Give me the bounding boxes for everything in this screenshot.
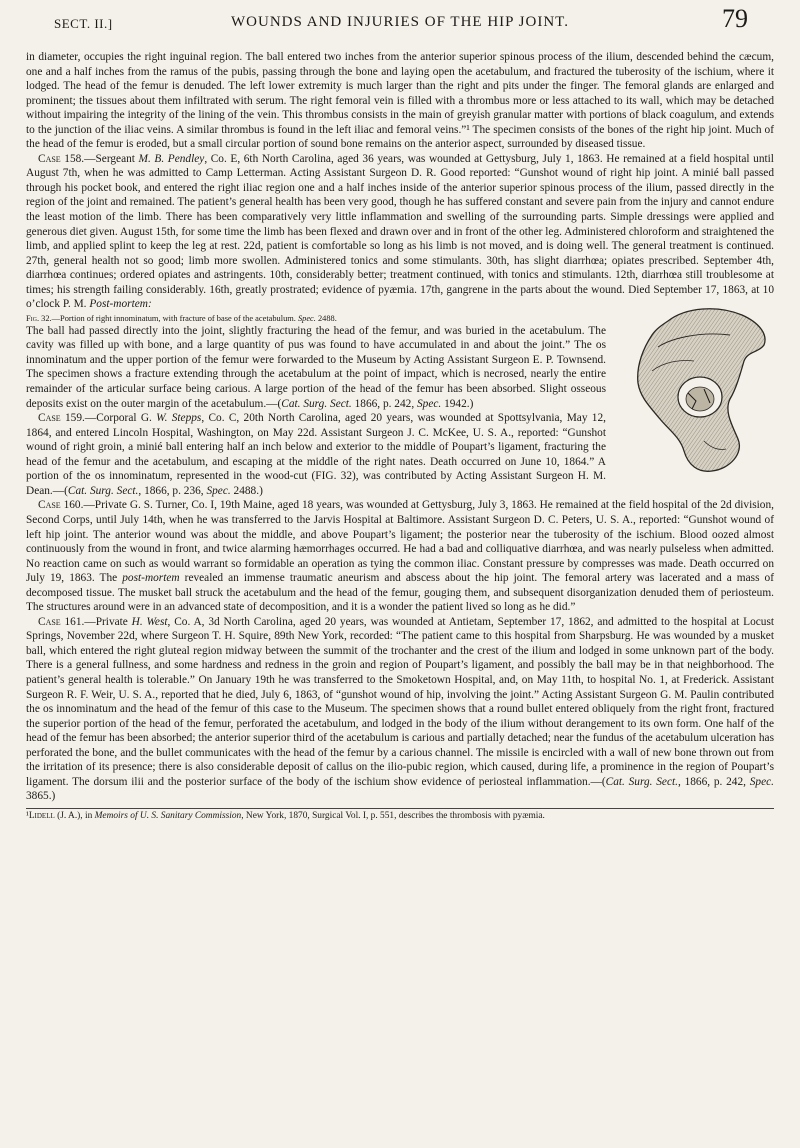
case-text: , 1866, p. 236, [138,484,207,497]
footnote-work-title: Memoirs of U. S. Sanitary Commission [94,810,242,821]
specimen-label: Spec. [749,775,774,788]
case-text: , Co. A, 3d North Carolina, aged 20 years, was wounded at Antietam, September 17, 1862, and admitted to the hospital at Locust Springs, November 22d, where Surgeon T. H. Squire, 89th New York, recorded: “The patient came to this hospital from Sharpsburg. He was wounded by a musket ball, which entered the right gluteal region midway between the summit of the trochanter and the crest of the ilium and lodged in some unknown part of the body. There is a general fullness, and some hardness and redness in the groin and region of Poupart’s ligament, and possibly the ball may be in that neighborhood. The patient’s general health is tolerable.” On January 19th he was transferred to the Smoketown Hospital, and, on May 11th, to hospital No. 1, at Frederick. Assistant Surgeon R. F. Weir, U. S. A., reported that he died, July 6, 1863, of “gunshot wound of hip, involving the joint.” Acting Assistant Surgeon G. M. Paulin contributed the os innominatum and the head of the femur of this case to the Museum. The specimen shows that a round bullet entered obliquely from the right front, fractured the superior portion of the head of the femur, perforated the acetabulum, and lodged in the body of the ilium without derangement to its own form. One half of the head of the femur has been absorbed; the anterior superior third of the acetabulum is carious and partially detached; near the fundus of the acetabulum ulceration has perforated the bone, and the bullet communicates with the head of the femur by a carious channel. The missile is encircled with a wall of new bone thrown out from the irritation of its presence; there is also considerable deposit of callus on the ilio-pubic region, which caused, during life, a prominence in the region of Poupart’s ligament. The dorsum ilii and the posterior surface of the body of the ischium show evidence of periosteal inflammation.—( [26,615,775,788]
case-text: 1866, p. 242, [351,397,417,410]
patient-name: M. B. Pendley [138,152,205,165]
case-text: , Co. E, 6th North Carolina, aged 36 years, was wounded at Gettysburg, July 1, 1863. He remained at a field hospital until August 7th, when he was admitted to Camp Letterman. Acting Assistant Surgeon D. R. Good reported: “Gunshot wound of right hip joint. A minié ball passed through his pocket book, and entered the right iliac region one and a half inches inside of the anterior superior spinous process of the ilium, passed directly in the region of the joint and remained. The patient’s general health has been very good, though he has suffered constant and severe pain from the injury and cannot endure the least motion of the limb. There has been comparatively very little inflammation and swelling of the surrounding parts. Simple dressings were applied and generous diet given. August 15th, for some time the limb has been flexed and drawn over and in front of the other leg. Administered chloroform and straightened the limb, and applied splint to keep the leg at rest. 22d, patient is comfortable so long as his limb is not moved, and is doing well. The general treatment is continued. 27th, general health not so good; limb more swollen. Administered tonics and some stimulants. 30th, has slight diarrhœa; opiates prescribed. September 4th, diarrhœa continues; ordered opiates and astringents. 10th, considerably better; treatment continued, with tonics and stimulants. 12th, diarrhœa still troublesome at times; his strength failing considerably. 16th, greatly prostrated; evidence of pyæmia. 17th, gangrene in the parts about the wound. Died September 17, 1863, at 10 o’clock P. M. [26,152,774,311]
catalogue-reference: Cat. Surg. Sect. [67,484,139,497]
footnote-text: , New York, 1870, Surgical Vol. I, p. 551, describes the thrombosis with pyæmia. [241,810,545,821]
case-text: 3865.) [26,790,56,803]
case-label: Case 159. [38,412,85,425]
specimen-label: Spec. [206,484,231,497]
catalogue-reference: Cat. Surg. Sect. [605,775,678,788]
case-text: The ball had passed directly into the joint, slightly fracturing the head of the femur, and was buried in the acetabulum. The cavity was filled up with bone, and a large quantity of pus was found to have accumulated in and about the joint.” The os innominatum and the upper portion of the femur were forwarded to the Museum by Acting Assistant Surgeon E. P. Townsend. The specimen shows a fracture extending through the acetabulum at the point of impact, which is necrosed, nearly the entire remainder of the articular surface being carious. A large portion of the head of the femur has been absorbed. Slight osseous deposits exist on the outer margin of the acetabulum.—( [26,324,606,410]
case-text: 1942.) [441,397,474,410]
case-text: 2488.) [230,484,263,497]
paragraph-continuation: in diameter, occupies the right inguinal region. The ball entered two inches from the anterior superior spinous process of the ilium, descended behind the cæcum, one and a half inches from the ramus of the pubis, passing through the bone and laying open the acetabulum, and fractured the tuberosity of the ischium, where it lodged. The head of the femur is denuded. The left lower extremity is much larger than the right and pits under the finger. The femoral glands are enlarged and prominent; the tissues about them infiltrated with serum. The right femoral vein is filled with a thrombus more or less attached to its wall, which may be detached without impairing the integrity of the lining of the vein. This thrombus consists in the main of greyish granular matter with portions of black coagulum, and extends to the junction of the iliac veins. A similar thrombus is found in the left iliac and femoral veins.”¹ The specimen consists of the bones of the right hip joint. Much of the head of the femur is eroded, but a small circular portion of sound bone remains on the anterior aspect, surrounded by diseased tissue. [26,51,774,151]
running-head [26,0,774,50]
footnote-author: Lidell [28,810,55,821]
post-mortem-label: post-mortem [122,572,180,585]
footnote-text: (J. A.), in [54,810,95,821]
case-160 [26,498,774,614]
running-title: WOUNDS AND INJURIES OF THE HIP JOINT. [231,14,569,30]
post-mortem-label: Post-mortem: [89,298,152,311]
case-text: —Private [84,615,132,628]
footnote-divider [26,808,774,809]
case-158 [26,152,774,312]
case-text: —Private G. S. Turner, Co. I, 19th Maine, aged 18 years, was wounded at Gettysburg, July 3, 1863. He remained at the field hospital of the 2d division, Second Corps, until July 14th, when he was transferred to the Jarvis Hospital at Baltimore. Assistant Surgeon D. C. Peters, U. S. A., reported: “Gunshot wound of left hip joint. The anterior wound was about the middle, and above Poupart’s ligament; the posterior near the tuberosity of the ischium. Blood oozed almost continuously from the wound in front, and twice alarming hæmorrhages occurred. He had a bad and colliquative diarrhœa, and was nearly pulseless when admitted. No reaction came on such as would warrant so formidable an operation as tying the common iliac. Constant pressure by compresses was made. Death occurred on July 19, 1863. The [26,499,774,585]
case-161 [26,615,774,804]
footnote-mark: ¹ [26,810,29,821]
figure-caption-spec: Spec. [297,313,316,323]
footnote [26,811,774,822]
bone-woodcut-illustration [618,301,774,477]
section-label: SECT. II.] [54,16,113,31]
figure-caption-text: —Portion of right innominatum, with fracture of base of the acetabulum. [51,313,298,323]
case-text: revealed an immense traumatic aneurism and abscess about the hip joint. The femoral artery was lacerated and a mass of decomposed tissue. The musket ball struck the acetabulum and the head of the femur, gouging them, and subsequent disorganization denuded them of periosteum. The structures around were in an advanced state of decomposition, and it is a wonder the patient lived so long as he did.” [26,572,774,614]
patient-name: W. Stepps [156,412,202,425]
figure-caption-number: 2488. [315,313,337,323]
page-number: 79 [722,4,748,33]
figure-label: Fig. 32. [26,313,52,323]
body-text [26,50,774,804]
case-text: , Co. C, 20th North Carolina, aged 20 years, was wounded at Spottsylvania, May 12, 1864, and entered Lincoln Hospital, Washington, on May 22d. Assistant Surgeon J. C. McKee, U. S. A., reported: “Gunshot wound of right groin, a minié ball entering half an inch below and exterior to the middle of Poupart’s ligament, fracturing the head of the femur and the acetabulum, and escaping at the middle of the right nates. Death occurred on June 10, 1864.” A portion of the os innominatum, represented in the wood-cut (FIG. 32), was contributed by Acting Assistant Surgeon H. M. Dean.—( [26,412,606,497]
case-text: , 1866, p. 242, [677,775,750,788]
case-text: —Sergeant [84,152,139,165]
patient-name: H. West [131,615,168,628]
specimen-label: Spec. [417,397,442,410]
case-text: —Corporal G. [84,412,157,425]
catalogue-reference: Cat. Surg. Sect. [281,397,352,410]
case-label: Case 160. [38,499,84,512]
case-label: Case 158. [38,152,85,165]
case-label: Case 161. [38,615,85,628]
figure-32 [618,301,774,477]
